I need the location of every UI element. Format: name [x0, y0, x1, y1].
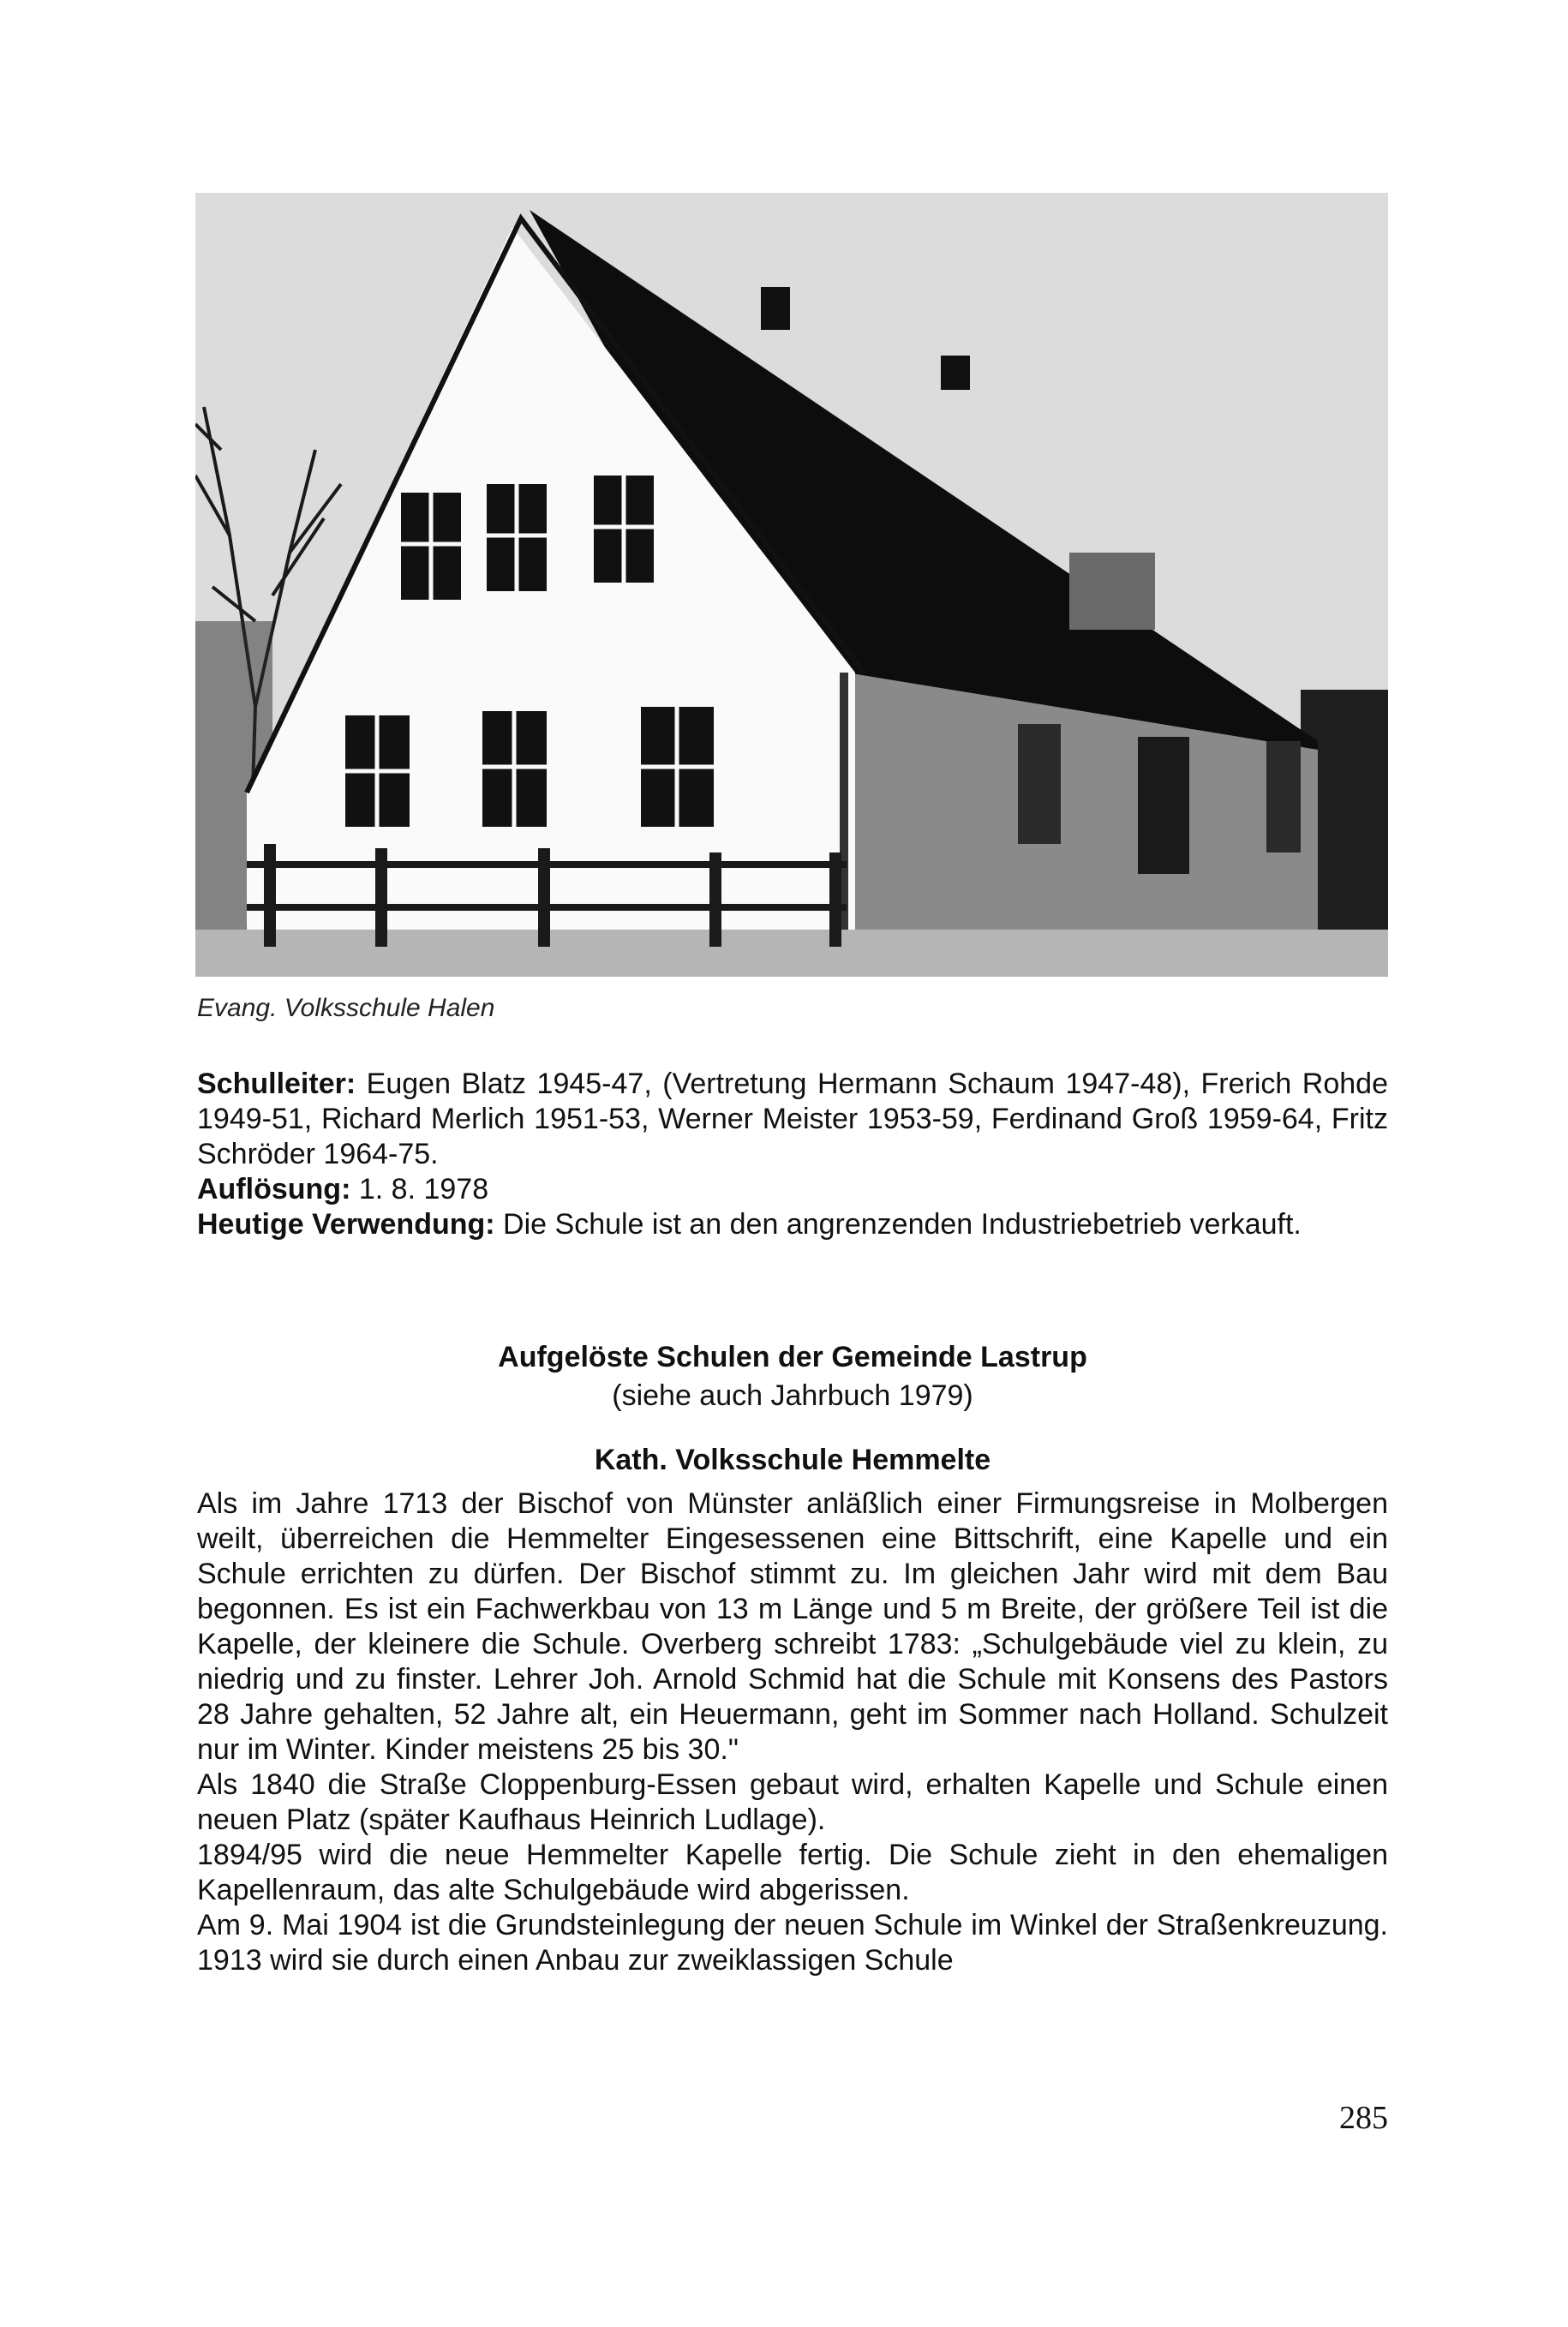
aufloesung-label: Auflösung: [197, 1173, 351, 1205]
facts-block [197, 1067, 1388, 1242]
page-number: 285 [1339, 2100, 1388, 2136]
section-subtitle: (siehe auch Jahrbuch 1979) [612, 1379, 973, 1412]
verwendung-paragraph [197, 1207, 1388, 1242]
body-paragraph: Als im Jahre 1713 der Bischof von Münster anläßlich einer Firmungsreise in Molbergen weilt, überreichen die Hemmelter Eingesessenen eine Bittschrift, eine Kapelle und ein Schule errichten zu dürfen. Der Bischof stimmt zu. Im gleichen Jahr wird mit dem Bau begonnen. Es ist ein Fachwerkbau von 13 m Länge und 5 m Breite, der größere Teil ist die Kapelle, der kleinere die Schule. Overberg schreibt 1783: „Schulgebäude viel zu klein, zu niedrig und zu finster. Lehrer Joh. Arnold Schmid hat die Schule mit Konsens des Pastors 28 Jahre gehalten, 52 Jahre alt, ein Heuermann, geht im Sommer nach Holland. Schulzeit nur im Winter. Kinder meistens 25 bis 30." [197, 1487, 1388, 1766]
schulleiter-text: Eugen Blatz 1945-47, (Vertretung Hermann Schaum 1947-48), Frerich Rohde 1949-51, Richard Merlich 1951-53, Werner Meister 1953-59, Ferdinand Groß 1959-64, Fritz Schröder 1964-75. [197, 1068, 1388, 1170]
body-paragraph: Als 1840 die Straße Cloppenburg-Essen gebaut wird, erhalten Kapelle und Schule einen neuen Platz (später Kaufhaus Heinrich Ludlage). [197, 1768, 1388, 1836]
aufloesung-text: 1. 8. 1978 [358, 1173, 489, 1205]
section-title: Aufgelöste Schulen der Gemeinde Lastrup [498, 1341, 1087, 1373]
photo-caption: Evang. Volksschule Halen [197, 994, 495, 1022]
body-paragraph: 1894/95 wird die neue Hemmelter Kapelle fertig. Die Schule zieht in den ehemaligen Kapellenraum, das alte Schulgebäude wird abgerissen. [197, 1839, 1388, 1906]
verwendung-label: Heutige Verwendung: [197, 1208, 495, 1241]
aufloesung-paragraph [197, 1172, 1388, 1207]
school-photo [195, 193, 1388, 977]
body-paragraph: Am 9. Mai 1904 ist die Grundsteinlegung der neuen Schule im Winkel der Straßenkreuzung. 1913 wird sie durch einen Anbau zur zweiklassigen Schule [197, 1909, 1388, 1977]
section-subheading: Kath. Volksschule Hemmelte [594, 1444, 991, 1476]
body-text [197, 1487, 1388, 1978]
schulleiter-paragraph [197, 1067, 1388, 1172]
verwendung-text: Die Schule ist an den angrenzenden Industriebetrieb verkauft. [503, 1208, 1302, 1241]
schulleiter-label: Schulleiter: [197, 1068, 356, 1100]
